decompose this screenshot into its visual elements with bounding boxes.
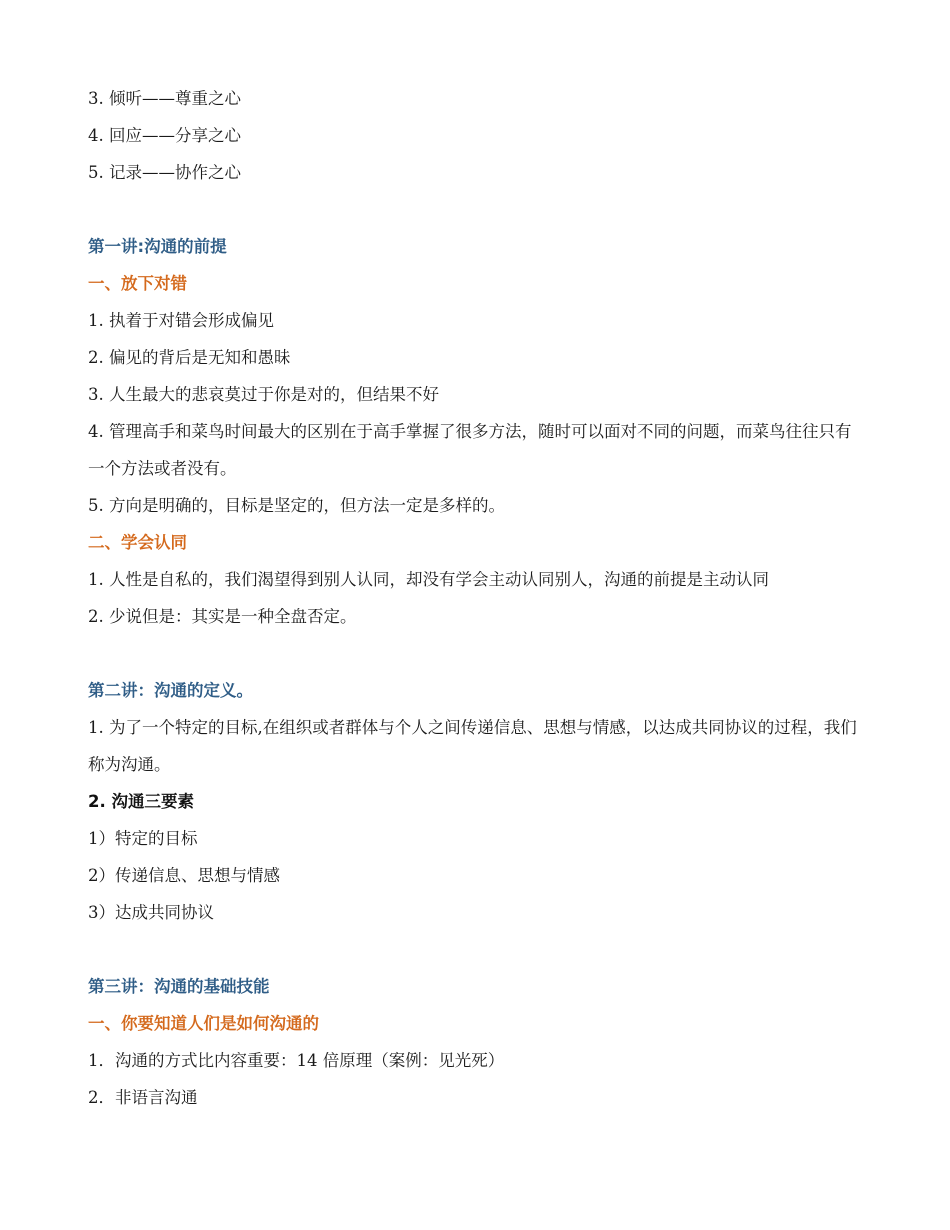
lecture3-section1-title: 一、你要知道人们是如何沟通的 bbox=[88, 1014, 319, 1033]
spacer bbox=[88, 191, 864, 228]
spacer bbox=[88, 635, 864, 672]
list-item: 2. 偏见的背后是无知和愚昧 bbox=[88, 348, 291, 367]
lecture1-title: 第一讲:沟通的前提 bbox=[88, 237, 227, 256]
elements-title: 2. 沟通三要素 bbox=[88, 792, 194, 811]
lecture1-section2-title: 二、学会认同 bbox=[88, 533, 187, 552]
element-item: 2）传递信息、思想与情感 bbox=[88, 866, 280, 885]
lecture1-section1-title: 一、放下对错 bbox=[88, 274, 187, 293]
lecture3-title: 第三讲：沟通的基础技能 bbox=[88, 977, 270, 996]
list-item: 2．非语言沟通 bbox=[88, 1088, 198, 1107]
list-item: 1. 执着于对错会形成偏见 bbox=[88, 311, 274, 330]
list-item: 3. 人生最大的悲哀莫过于你是对的，但结果不好 bbox=[88, 385, 439, 404]
definition-text: 1. 为了一个特定的目标,在组织或者群体与个人之间传递信息、思想与情感，以达成共同协议的过程，我们称为沟通。 bbox=[88, 718, 857, 774]
document-body bbox=[88, 80, 864, 1116]
lecture2-title: 第二讲：沟通的定义。 bbox=[88, 681, 253, 700]
list-item: 1. 人性是自私的，我们渴望得到别人认同，却没有学会主动认同别人，沟通的前提是主动认同 bbox=[88, 570, 769, 589]
list-item: 5. 方向是明确的，目标是坚定的，但方法一定是多样的。 bbox=[88, 496, 505, 515]
element-item: 1）特定的目标 bbox=[88, 829, 198, 848]
intro-item: 4. 回应——分享之心 bbox=[88, 126, 241, 145]
list-item: 4. 管理高手和菜鸟时间最大的区别在于高手掌握了很多方法，随时可以面对不同的问题，而菜鸟往往只有一个方法或者没有。 bbox=[88, 422, 852, 478]
element-item: 3）达成共同协议 bbox=[88, 903, 214, 922]
list-item: 1．沟通的方式比内容重要：14 倍原理（案例：见光死） bbox=[88, 1051, 505, 1070]
list-item: 2. 少说但是：其实是一种全盘否定。 bbox=[88, 607, 357, 626]
spacer bbox=[88, 931, 864, 968]
intro-item: 5. 记录——协作之心 bbox=[88, 163, 241, 182]
intro-item: 3. 倾听——尊重之心 bbox=[88, 89, 241, 108]
